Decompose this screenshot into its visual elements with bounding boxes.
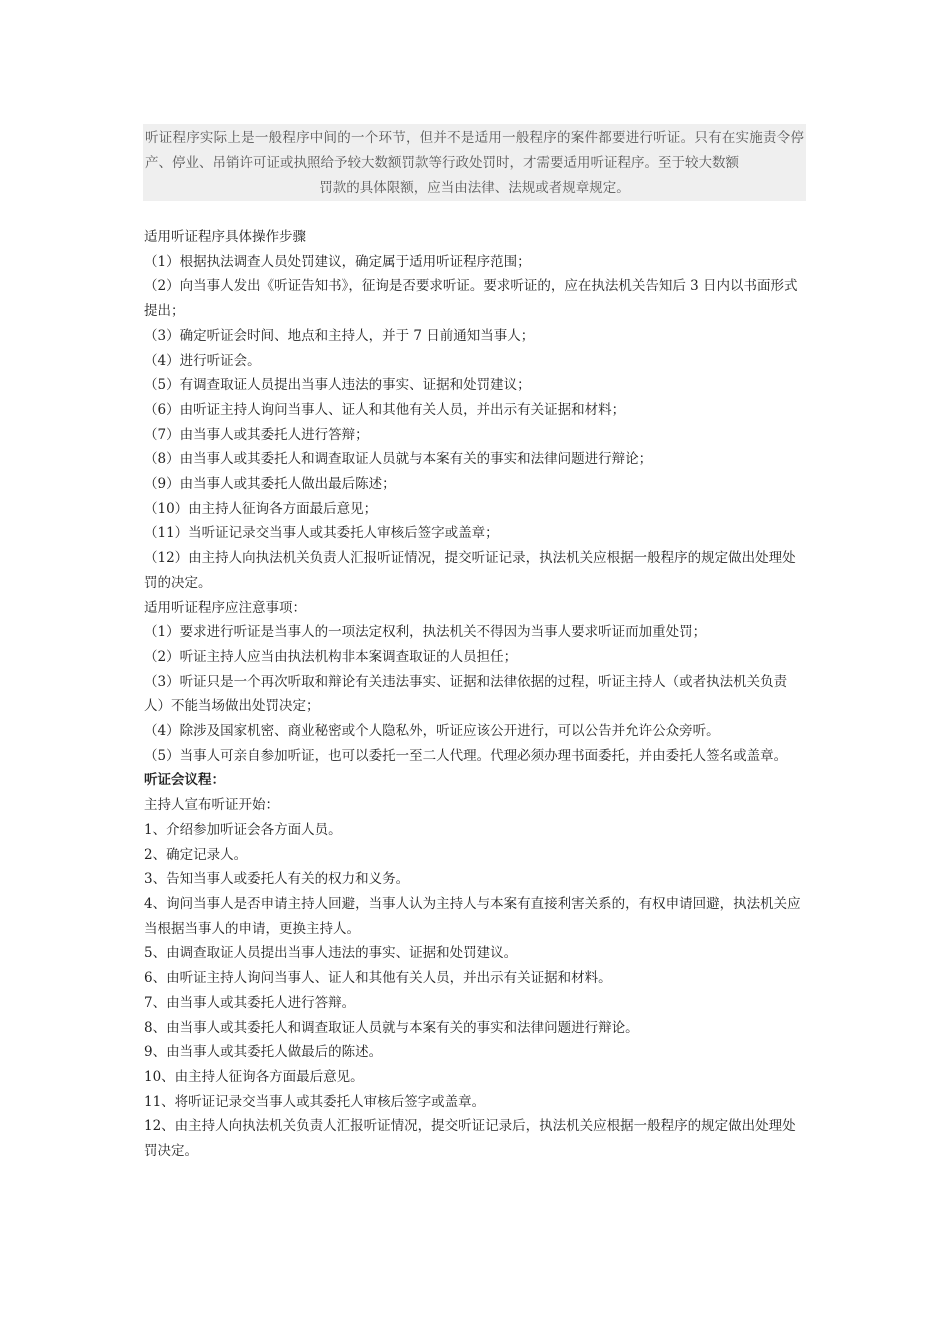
agenda-heading: 听证会议程： [144,772,225,789]
step-item: （7）由当事人或其委托人进行答辩； [144,426,369,443]
step-item: （12）由主持人向执法机关负责人汇报听证情况，提交听证记录，执法机关应根据一般程序的规定做出处理处罚的决定。 [144,550,796,591]
agenda-item: 1、介绍参加听证会各方面人员。 [144,821,342,838]
note-item: （3）听证只是一个再次听取和辩论有关违法事实、证据和法律依据的过程，听证主持人（或者执法机关负责人）不能当场做出处罚决定； [144,673,788,715]
intro-last-line: 罚款的具体限额，应当由法律、法规或者规章规定。 [319,180,630,196]
step-item: （3）确定听证会时间、地点和主持人，并于 7 日前通知当事人； [144,327,535,344]
notes-heading: 适用听证程序应注意事项： [144,599,306,616]
intro-paragraph [143,124,806,201]
note-item: （4）除涉及国家机密、商业秘密或个人隐私外，听证应该公开进行，可以公告并允许公众旁听。 [144,723,720,740]
step-item: （1）根据执法调查人员处罚建议，确定属于适用听证程序范围； [144,253,531,270]
agenda-item: 9、由当事人或其委托人做最后的陈述。 [144,1044,383,1061]
note-item: （5）当事人可亲自参加听证，也可以委托一至二人代理。代理必须办理书面委托，并由委托人签名或盖章。 [144,747,788,764]
agenda-item: 11、将听证记录交当事人或其委托人审核后签字或盖章。 [144,1093,486,1110]
document-body [144,225,806,1164]
agenda-item: 12、由主持人向执法机关负责人汇报听证情况，提交听证记录后，执法机关应根据一般程序的规定做出处理处罚决定。 [144,1118,796,1160]
agenda-intro: 主持人宣布听证开始： [144,797,279,814]
agenda-item: 10、由主持人征询各方面最后意见。 [144,1068,364,1085]
agenda-item: 4、询问当事人是否申请主持人回避，当事人认为主持人与本案有直接利害关系的，有权申请回避，执法机关应当根据当事人的申请，更换主持人。 [144,895,801,937]
step-item: （10）由主持人征询各方面最后意见； [144,500,378,517]
step-item: （4）进行听证会。 [144,352,261,369]
intro-text: 听证程序实际上是一般程序中间的一个环节，但并不是适用一般程序的案件都要进行听证。只有在实施责令停产、停业、吊销许可证或执照给予较大数额罚款等行政处罚时，才需要适用听证程序。至于较大数额 [145,130,804,171]
note-item: （1）要求进行听证是当事人的一项法定权利，执法机关不得因为当事人要求听证而加重处罚； [144,624,707,641]
agenda-item: 2、确定记录人。 [144,846,248,863]
agenda-item: 3、告知当事人或委托人有关的权力和义务。 [144,871,410,888]
agenda-item: 5、由调查取证人员提出当事人违法的事实、证据和处罚建议。 [144,945,518,962]
step-item: （2）向当事人发出《听证告知书》，征询是否要求听证。要求听证的，应在执法机关告知后 3 日内以书面形式提出； [144,278,798,320]
agenda-item: 8、由当事人或其委托人和调查取证人员就与本案有关的事实和法律问题进行辩论。 [144,1019,639,1036]
step-item: （5）有调查取证人员提出当事人违法的事实、证据和处罚建议； [144,377,531,394]
step-item: （11）当听证记录交当事人或其委托人审核后签字或盖章； [144,525,499,542]
step-item: （8）由当事人或其委托人和调查取证人员就与本案有关的事实和法律问题进行辩论； [144,451,653,468]
step-item: （9）由当事人或其委托人做出最后陈述； [144,476,396,493]
steps-heading: 适用听证程序具体操作步骤 [144,229,306,245]
agenda-item: 6、由听证主持人询问当事人、证人和其他有关人员，并出示有关证据和材料。 [144,970,612,987]
step-item: （6）由听证主持人询问当事人、证人和其他有关人员，并出示有关证据和材料； [144,401,626,418]
agenda-item: 7、由当事人或其委托人进行答辩。 [144,994,356,1011]
note-item: （2）听证主持人应当由执法机构非本案调查取证的人员担任； [144,648,518,665]
